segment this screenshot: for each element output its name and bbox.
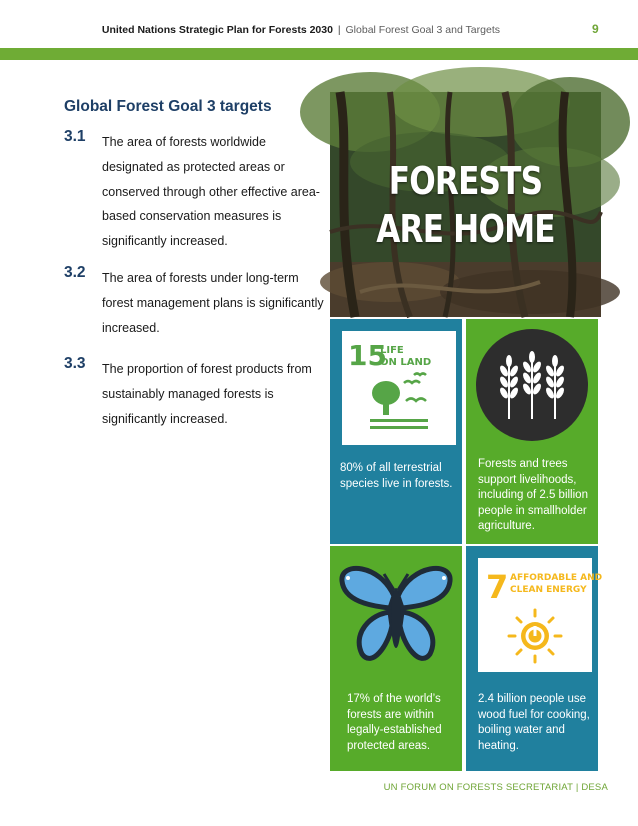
page-header [0,0,638,48]
sdg-number: 7 [486,568,509,606]
tile-clean-energy [466,546,603,771]
target-text: The area of forests worldwide designated as protected areas or conserved through other effective area-based conservation measures is significantly increased. [102,135,320,249]
butterfly-icon [330,546,462,676]
header-separator: | [337,24,341,36]
photo-title-line2: ARE HOME [376,207,555,251]
tile-text: 80% of all terrestrial species live in forests. [340,462,453,490]
running-header [102,24,500,36]
sdg-label-line2: ON LAND [380,357,432,368]
header-rule [0,48,638,60]
photo-title-line1: FORESTS [388,159,543,203]
tile-text: Forests and trees support livelihoods, including of 2.5 billion people in smallholder agriculture. [478,458,588,532]
section-title: Global Forest Goal 3 targets [64,98,272,115]
sdg-label-line2: CLEAN ENERGY [510,585,587,595]
page-footer: UN FORUM ON FORESTS SECRETARIAT | DESA [383,782,608,793]
target-number: 3.3 [64,355,86,372]
tile-text: 17% of the world’s forests are within legally-established protected areas. [347,693,442,752]
target-number: 3.1 [64,128,86,145]
header-title: United Nations Strategic Plan for Forests 2030 [101,24,333,36]
wheat-icon [466,319,598,449]
forest-photo [330,92,601,317]
target-text: The proportion of forest products from sustainably managed forests is significantly increased. [102,362,312,426]
target-number: 3.2 [64,264,86,281]
tile-life-on-land [330,319,462,544]
sdg-label-line1: LIFE [380,345,404,356]
tile-protected-areas [330,546,462,771]
sdg-7-badge [478,558,603,672]
tile-livelihoods [466,319,598,544]
sdg-7-icon [478,558,603,672]
sdg-label-line1: AFFORDABLE AND [510,573,603,583]
sdg-15-icon [342,331,456,445]
tile-text: 2.4 billion people use wood fuel for cooking, boiling water and heating. [478,693,590,752]
forest-illustration [330,92,601,317]
header-subtitle: Global Forest Goal 3 and Targets [345,24,500,36]
page-number: 9 [592,22,599,36]
target-text: The area of forests under long-term forest management plans is significantly increased. [102,271,324,335]
sdg-number: 15 [348,339,387,372]
sdg-15-badge [342,331,456,445]
